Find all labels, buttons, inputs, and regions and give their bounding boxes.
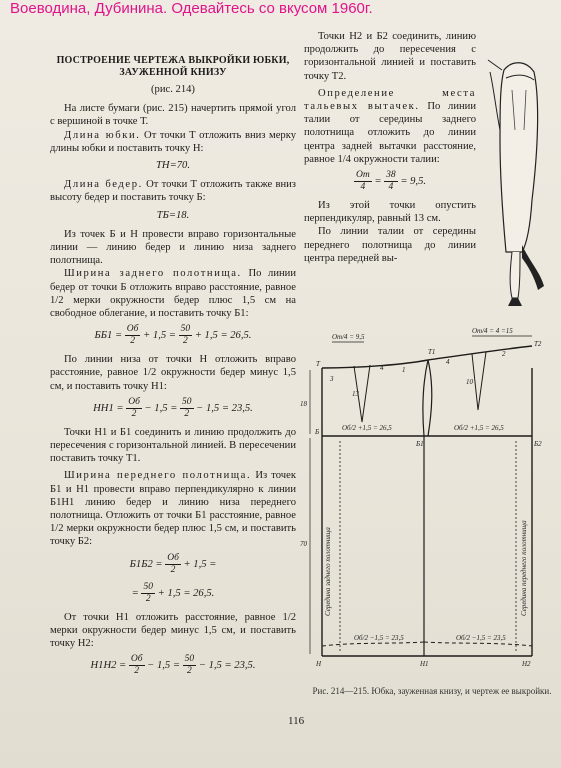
dim-back-hip: Об/2 +1,5 = 26,5 bbox=[342, 424, 392, 432]
dim-front-hem: Об/2 −1,5 = 23,5 bbox=[456, 634, 506, 642]
dim-front-waist: От/4 = 4 =15 bbox=[472, 327, 513, 335]
paragraph-hip-length: Длина бедер. От точки Т отложить также вниз высоту бедер и поставить точку Б: bbox=[50, 179, 296, 204]
dim-hip-height: 18 bbox=[300, 400, 307, 408]
label-small-4b: 4 bbox=[446, 358, 450, 366]
dim-back-dart: 13 bbox=[352, 390, 359, 398]
formula-tb: ТБ=18. bbox=[156, 209, 190, 221]
paragraph-hem-front: От точки Н1 отложить расстояние, равное 1/2 мерки окружности бедер минус 1,5 см, и поставить точку Н2: bbox=[50, 611, 296, 650]
formula-b1b2: Б1Б2 = $\frac{Об}{2}$ + 1,5 = bbox=[129, 552, 217, 575]
label-b: Б bbox=[315, 428, 320, 436]
dim-front-hip: Об/2 +1,5 = 26,5 bbox=[454, 424, 504, 432]
label-t1: Т1 bbox=[428, 348, 436, 356]
formula-bb1: ББ1 = $\frac{Об}{2}$ + 1,5 = $\frac{50}{2}$ + 1,5 = 26,5. bbox=[94, 324, 252, 347]
pattern-drawing bbox=[296, 326, 548, 671]
label-t2: Т2 bbox=[534, 340, 542, 348]
figure-caption: Рис. 214—215. Юбка, зауженная книзу, и чертеж ее выкройки. bbox=[312, 686, 552, 696]
dim-back-hem: Об/2 −1,5 = 23,5 bbox=[354, 634, 404, 642]
label-small-2: 2 bbox=[502, 350, 506, 358]
section-heading: ПОСТРОЕНИЕ ЧЕРТЕЖА ВЫКРОЙКИ ЮБКИ, ЗАУЖЕННОЙ КНИЗУ bbox=[56, 55, 290, 78]
paragraph-front-width: Ширина переднего полотнища. Из точек Б1 и Н1 провести вправо перпендикулярно к линии Б1Н1 линию бедер и линию низа переднего полотнища. Отложить от точки Б1 расстояние, равное 1/2 мерки окружности бедер плюс 1,5 см, и поставить точку Б2: bbox=[50, 470, 296, 548]
formula-hh1: НН1 = $\frac{Об}{2}$ − 1,5 = $\frac{50}{2}$ − 1,5 = 23,5. bbox=[93, 396, 253, 419]
label-t: Т bbox=[316, 360, 320, 368]
paragraph-1: На листе бумаги (рис. 215) начертить прямой угол с вершиной в точке Т. bbox=[50, 103, 296, 128]
dim-back-waist: От/4 = 9,5 bbox=[332, 333, 365, 341]
banner-title: Воеводина, Дубинина. Одевайтесь со вкусом 1960г. bbox=[10, 0, 373, 17]
paragraph-connect-front: Точки Н2 и Б2 соединить, линию продолжить до пересечения с горизонтальной линией и поставить точку Т2. bbox=[304, 31, 476, 82]
label-h: Н bbox=[316, 660, 322, 668]
paragraph-hem-back: По линии низа от точки Н отложить вправо расстояние, равное 1/2 окружности бедер минус 1,5 см, и поставить точку Н1: bbox=[50, 354, 296, 392]
paragraph-connect-points: Точки Н1 и Б1 соединить и линию продолжить до пересечения с горизонтальной линией. В пересечении поставить точку Т1. bbox=[50, 426, 296, 465]
right-column bbox=[304, 30, 476, 265]
label-back-center: Середина заднего полотнища bbox=[324, 527, 332, 616]
label-b1: Б1 bbox=[416, 440, 424, 448]
dim-skirt-length: 70 bbox=[300, 540, 307, 548]
paragraph-skirt-length: Длина юбки. От точки Т отложить вниз мерку длины юбки и поставить точку Н: bbox=[50, 129, 297, 154]
skirt-illustration bbox=[482, 30, 552, 330]
paragraph-darts: Определение места тальевых вытачек. По линии талии от середины заднего полотнища отложить до линии центра задней вытачки расстояние, равное 1/4 окружности талии: bbox=[304, 87, 477, 165]
page-number: 116 bbox=[288, 715, 305, 727]
paragraph-back-width: Ширина заднего полотнища. По линии бедер от точки Б отложить вправо расстояние, равное 1/2 мерки окружности бедер плюс 1,5 см на свободное облегание, и поставить точку Б1: bbox=[50, 268, 297, 320]
formula-waist-quarter: $\frac{От}{4}$ = $\frac{38}{4}$ = 9,5. bbox=[355, 170, 427, 193]
paragraph-front-dart: По линии талии от середины переднего полотнища до линии центра передней вы- bbox=[304, 226, 476, 264]
label-b2: Б2 bbox=[534, 440, 542, 448]
label-small-1: 1 bbox=[402, 366, 406, 374]
formula-th: ТН=70. bbox=[156, 160, 190, 172]
paragraph-horizontal-lines: Из точек Б и Н провести вправо горизонтальные линии — линию бедер и линию низа заднего полотнища. bbox=[50, 228, 296, 267]
label-small-4a: 4 bbox=[380, 364, 384, 372]
label-h1: Н1 bbox=[420, 660, 429, 668]
label-small-3: 3 bbox=[330, 375, 334, 383]
formula-b1b2-continued: = $\frac{50}{2}$ + 1,5 = 26,5. bbox=[131, 581, 215, 604]
left-column bbox=[50, 55, 296, 683]
formula-h1h2: Н1Н2 = $\frac{Об}{2}$ − 1,5 = $\frac{50}{2}$ − 1,5 = 23,5. bbox=[90, 654, 256, 677]
heading-figure-ref: (рис. 214) bbox=[151, 84, 195, 95]
dim-front-dart: 10 bbox=[466, 378, 473, 386]
label-h2: Н2 bbox=[522, 660, 531, 668]
label-front-center: Середина переднего полотнища bbox=[520, 520, 528, 616]
paragraph-perpendicular: Из этой точки опустить перпендикуляр, равный 13 см. bbox=[304, 200, 476, 225]
